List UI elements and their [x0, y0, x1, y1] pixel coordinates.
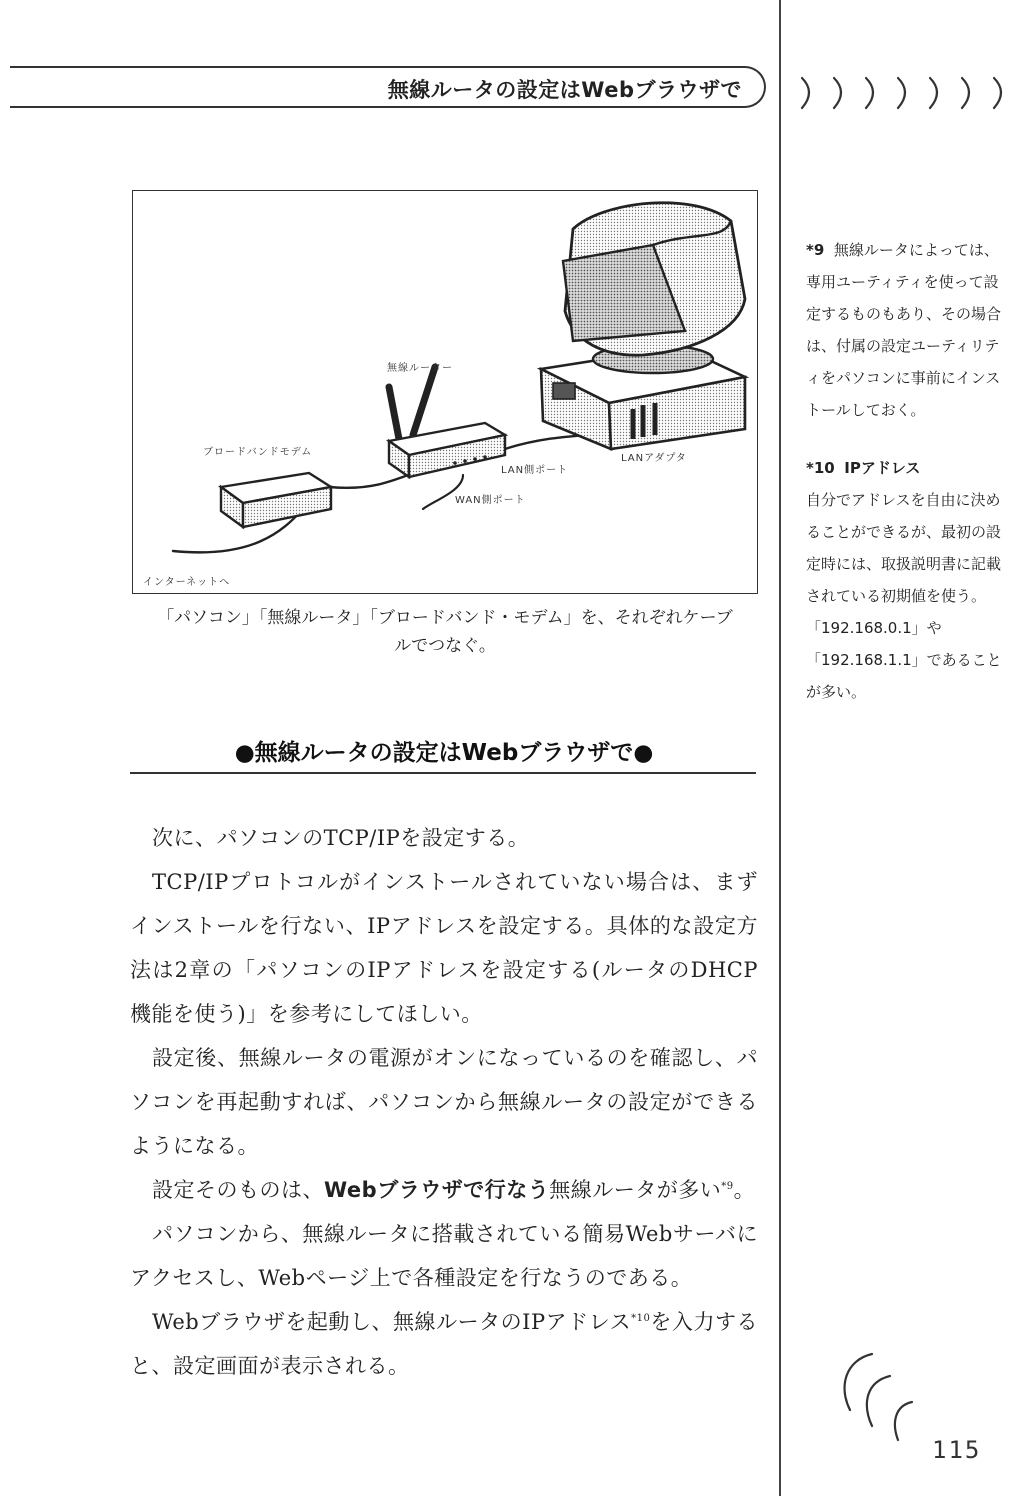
- paragraph-2: TCP/IPプロトコルがインストールされていない場合は、まずインストールを行ない、IPアドレスを設定する。具体的な設定方法は2章の「パソコンのIPアドレスを設定する(ルータのDHCP機能を使う)」を参考にしてほしい。: [130, 870, 758, 1026]
- footnote-ref-9: *9: [721, 1181, 734, 1192]
- lan-port-label: LAN側ポート: [501, 465, 569, 476]
- paragraph-5: パソコンから、無線ルータに搭載されている簡易Webサーバにアクセスし、Webページ上で各種設定を行なうのである。: [130, 1222, 758, 1290]
- footnote-title: IPアドレス: [844, 459, 921, 477]
- footnote-10: [806, 452, 1006, 708]
- running-head: 無線ルータの設定はWebブラウザで: [387, 78, 742, 102]
- computer-icon: [541, 203, 745, 449]
- internet-label: インターネットへ: [143, 577, 231, 588]
- network-illustration: [133, 191, 759, 595]
- page-number: 115: [932, 1436, 982, 1464]
- footnote-mark: *9: [806, 241, 825, 259]
- corner-arcs: [832, 1346, 942, 1446]
- body-text: [130, 816, 758, 1388]
- paragraph-6-post: を入力すると、設定画面が表示される。: [130, 1310, 758, 1378]
- paragraph-1: 次に、パソコンのTCP/IPを設定する。: [152, 826, 530, 850]
- margin-divider: [779, 0, 781, 1496]
- paragraph-3: 設定後、無線ルータの電源がオンになっているのを確認し、パソコンを再起動すれば、パソコンから無線ルータの設定ができるようになる。: [130, 1046, 758, 1158]
- footnote-text: 自分でアドレスを自由に決めることができるが、最初の設定時には、取扱説明書に記載されている初期値を使う。「192.168.0.1」や「192.168.1.1」であることが多い。: [806, 491, 1002, 701]
- network-figure: [132, 190, 758, 594]
- decorative-arcs: [792, 72, 1024, 116]
- footnote-mark: *10: [806, 459, 835, 477]
- modem-label: ブロードバンドモデム: [203, 447, 313, 458]
- section-rule: [130, 772, 756, 774]
- paragraph-6: [130, 1300, 758, 1388]
- caption-line-1: 「パソコン」「無線ルータ」「ブロードバンド・モデム」を、それぞれケーブ: [157, 608, 733, 628]
- wan-port-label: WAN側ポート: [455, 495, 526, 506]
- footnote-text: 無線ルータによっては、専用ユーティティを使って設定するものもあり、その場合は、付属の設定ユーティリティをパソコンに事前にインストールしておく。: [806, 241, 1002, 419]
- figure-caption: [132, 604, 758, 660]
- router-label: 無線ルーター: [387, 363, 453, 374]
- paragraph-4-emphasis: Webブラウザで行なう: [324, 1178, 550, 1202]
- paragraph-4-pre: 設定そのものは、: [152, 1178, 324, 1202]
- paragraph-4-end: 。: [733, 1178, 756, 1202]
- footnote-ref-10: *10: [631, 1313, 651, 1324]
- footnote-9: [806, 234, 1006, 426]
- paragraph-4: [130, 1168, 758, 1212]
- paragraph-4-post: 無線ルータが多い: [549, 1178, 722, 1202]
- section-heading: ●無線ルータの設定はWebブラウザで●: [234, 740, 654, 766]
- router-icon: [389, 367, 505, 477]
- paragraph-6-pre: Webブラウザを起動し、無線ルータのIPアドレス: [152, 1310, 632, 1334]
- caption-line-2: ルでつなぐ。: [394, 636, 496, 656]
- lan-adapter-label: LANアダプタ: [621, 453, 687, 464]
- modem-icon: [221, 473, 331, 527]
